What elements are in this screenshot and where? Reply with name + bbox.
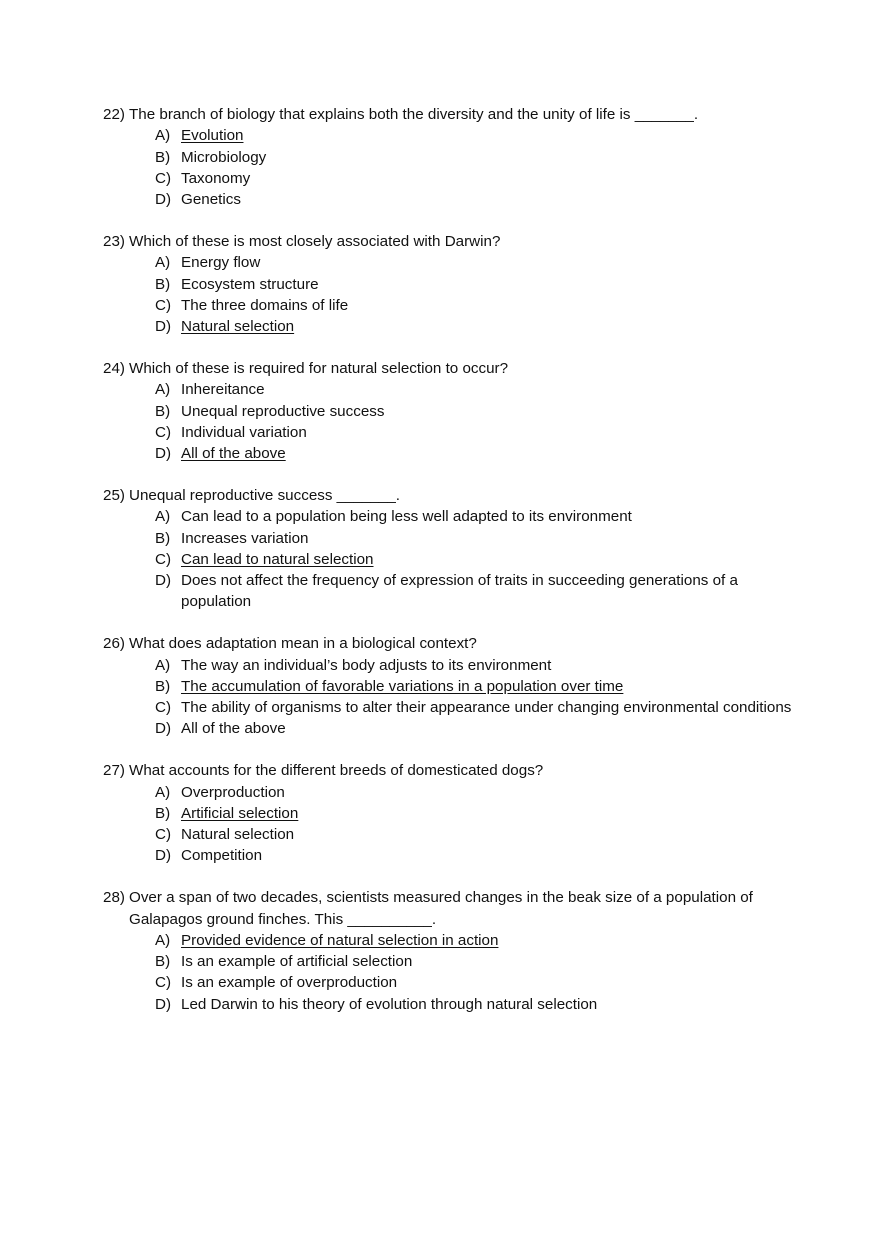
question-item xyxy=(103,231,793,337)
option-letter: A) xyxy=(155,381,171,399)
option-text: Microbiology xyxy=(181,148,267,166)
option-text: Inhereitance xyxy=(181,381,265,399)
option-letter: B) xyxy=(155,529,171,547)
answer-option xyxy=(155,422,793,443)
answer-options xyxy=(155,125,793,210)
option-text: Led Darwin to his theory of evolution through natural selection xyxy=(181,995,598,1013)
option-text: Taxonomy xyxy=(181,169,251,187)
option-letter: D) xyxy=(155,572,172,590)
option-letter: C) xyxy=(155,826,172,844)
option-letter: B) xyxy=(155,804,171,822)
option-letter: D) xyxy=(155,847,172,865)
option-letter: D) xyxy=(155,191,172,209)
answer-options xyxy=(155,379,793,464)
answer-options xyxy=(155,782,793,867)
correct-option-text: Natural selection xyxy=(181,318,295,336)
option-text: Overproduction xyxy=(181,783,285,801)
question-number: 26) xyxy=(103,635,125,653)
option-letter: A) xyxy=(155,931,171,949)
question-item xyxy=(103,485,793,613)
question-list xyxy=(103,104,793,1035)
answer-option xyxy=(155,676,793,697)
question-item xyxy=(103,633,793,739)
question-stem xyxy=(103,231,793,252)
correct-option-text: All of the above xyxy=(181,445,286,463)
question-stem xyxy=(103,887,793,930)
option-text: The three domains of life xyxy=(181,296,349,314)
correct-option-text: Artificial selection xyxy=(181,804,299,822)
answer-option xyxy=(155,549,793,570)
option-letter: C) xyxy=(155,974,172,992)
option-letter: C) xyxy=(155,423,172,441)
answer-option xyxy=(155,274,793,295)
option-letter: D) xyxy=(155,318,172,336)
question-number: 27) xyxy=(103,762,125,780)
question-text: What accounts for the different breeds of domesticated dogs? xyxy=(129,762,544,780)
option-letter: A) xyxy=(155,127,171,145)
answer-option xyxy=(155,379,793,400)
answer-option xyxy=(155,697,793,718)
question-number: 25) xyxy=(103,486,125,504)
option-text: Increases variation xyxy=(181,529,309,547)
option-text: The way an individual’s body adjusts to its environment xyxy=(181,656,552,674)
option-letter: C) xyxy=(155,169,172,187)
option-text: Unequal reproductive success xyxy=(181,402,385,420)
option-letter: C) xyxy=(155,550,172,568)
answer-option xyxy=(155,401,793,422)
option-text: The ability of organisms to alter their appearance under changing environmental conditions xyxy=(181,699,792,717)
question-text: What does adaptation mean in a biological context? xyxy=(129,635,477,653)
option-letter: B) xyxy=(155,402,171,420)
option-letter: D) xyxy=(155,995,172,1013)
question-item xyxy=(103,104,793,210)
answer-option xyxy=(155,803,793,824)
option-letter: B) xyxy=(155,677,171,695)
option-letter: C) xyxy=(155,699,172,717)
question-number: 24) xyxy=(103,359,125,377)
answer-option xyxy=(155,528,793,549)
answer-option xyxy=(155,951,793,972)
option-text: Is an example of artificial selection xyxy=(181,953,413,971)
option-letter: B) xyxy=(155,275,171,293)
answer-options xyxy=(155,252,793,337)
question-text: Unequal reproductive success _______. xyxy=(129,486,401,504)
answer-option xyxy=(155,295,793,316)
correct-option-text: Can lead to natural selection xyxy=(181,550,374,568)
answer-option xyxy=(155,147,793,168)
option-text: Is an example of overproduction xyxy=(181,974,398,992)
answer-option xyxy=(155,252,793,273)
question-item xyxy=(103,887,793,1015)
option-letter: D) xyxy=(155,445,172,463)
question-text: Which of these is required for natural selection to occur? xyxy=(129,359,509,377)
option-letter: D) xyxy=(155,720,172,738)
question-item xyxy=(103,760,793,866)
option-letter: A) xyxy=(155,254,171,272)
correct-option-text: The accumulation of favorable variations in a population over time xyxy=(181,677,624,695)
question-stem xyxy=(103,760,793,781)
option-text: Does not affect the frequency of expression of traits in succeeding generations of a population xyxy=(181,572,738,611)
option-text: Natural selection xyxy=(181,826,295,844)
option-text: Genetics xyxy=(181,191,241,209)
option-text: Individual variation xyxy=(181,423,307,441)
answer-option xyxy=(155,570,793,613)
question-stem xyxy=(103,358,793,379)
option-letter: A) xyxy=(155,508,171,526)
answer-option xyxy=(155,845,793,866)
question-item xyxy=(103,358,793,464)
answer-options xyxy=(155,930,793,1015)
option-letter: A) xyxy=(155,656,171,674)
answer-option xyxy=(155,189,793,210)
answer-option xyxy=(155,930,793,951)
option-letter: B) xyxy=(155,148,171,166)
option-text: All of the above xyxy=(181,720,286,738)
question-stem xyxy=(103,485,793,506)
option-text: Competition xyxy=(181,847,263,865)
correct-option-text: Evolution xyxy=(181,127,244,145)
answer-option xyxy=(155,972,793,993)
question-text: Which of these is most closely associated with Darwin? xyxy=(129,232,501,250)
answer-option xyxy=(155,506,793,527)
answer-option xyxy=(155,994,793,1015)
question-stem xyxy=(103,104,793,125)
question-text: Over a span of two decades, scientists measured changes in the beak size of a population of Galapagos ground finches. This __________. xyxy=(129,889,753,928)
answer-option xyxy=(155,443,793,464)
question-text: The branch of biology that explains both the diversity and the unity of life is _______. xyxy=(129,106,699,123)
option-letter: C) xyxy=(155,296,172,314)
option-letter: B) xyxy=(155,953,171,971)
answer-option xyxy=(155,824,793,845)
question-stem xyxy=(103,633,793,654)
option-text: Can lead to a population being less well adapted to its environment xyxy=(181,508,632,526)
question-number: 28) xyxy=(103,889,125,907)
option-text: Ecosystem structure xyxy=(181,275,319,293)
answer-option xyxy=(155,168,793,189)
answer-option xyxy=(155,316,793,337)
option-letter: A) xyxy=(155,783,171,801)
answer-option xyxy=(155,782,793,803)
correct-option-text: Provided evidence of natural selection in action xyxy=(181,931,499,949)
question-number: 22) xyxy=(103,106,125,123)
answer-option xyxy=(155,125,793,146)
answer-option xyxy=(155,718,793,739)
answer-options xyxy=(155,655,793,740)
answer-option xyxy=(155,655,793,676)
option-text: Energy flow xyxy=(181,254,261,272)
answer-options xyxy=(155,506,793,612)
question-number: 23) xyxy=(103,232,125,250)
